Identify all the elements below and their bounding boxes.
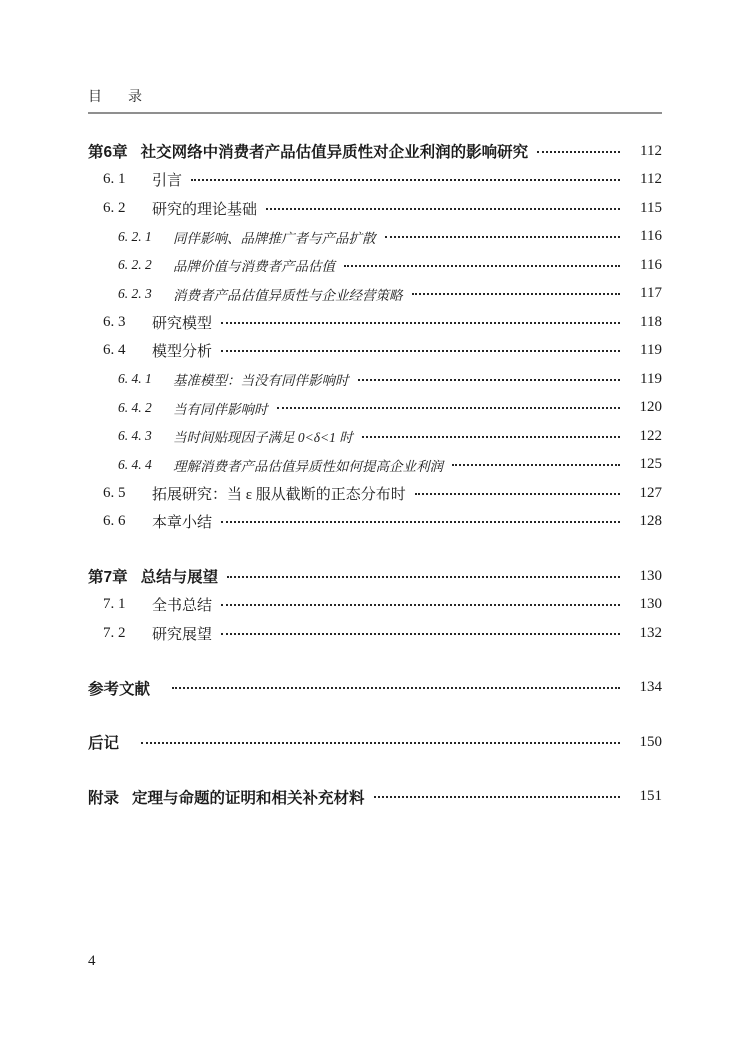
entry-page-number: 112 — [640, 171, 662, 188]
toc-entry-6-4-3 — [88, 422, 662, 451]
toc-entry-chapter-6 — [88, 137, 662, 166]
entry-page-number: 115 — [640, 199, 662, 216]
entry-label: 附录 — [88, 789, 120, 807]
entry-title: 引言 — [152, 173, 183, 190]
entry-page-number: 127 — [639, 484, 662, 501]
entry-page-number: 151 — [639, 788, 662, 805]
toc-entry-references — [88, 674, 662, 703]
entry-page-number: 117 — [640, 285, 662, 302]
entry-page-number: 119 — [640, 342, 662, 359]
dot-leader — [374, 796, 620, 798]
entry-page-number: 125 — [639, 456, 662, 473]
entry-title: 理解消费者产品估值异质性如何提高企业利润 — [173, 458, 443, 474]
entry-page-number: 119 — [640, 370, 662, 387]
dot-leader — [191, 179, 620, 181]
entry-label: 6. 4. 3 — [118, 428, 152, 444]
toc-entry-6-4-4 — [88, 451, 662, 480]
entry-label: 7. 1 — [103, 596, 126, 613]
toc-list — [88, 137, 662, 811]
entry-label: 6. 6 — [103, 513, 126, 530]
entry-label: 6. 2. 1 — [118, 228, 152, 244]
toc-entry-7-2 — [88, 619, 662, 648]
toc-entry-6-3 — [88, 308, 662, 337]
toc-entry-6-4-2 — [88, 394, 662, 423]
entry-label: 第7章 — [88, 569, 128, 587]
entry-title: 研究的理论基础 — [152, 201, 258, 218]
entry-title: 研究模型 — [152, 315, 213, 332]
dot-leader — [358, 379, 621, 381]
section-gap — [88, 702, 662, 728]
entry-label: 6. 2 — [103, 199, 126, 216]
dot-leader — [412, 293, 621, 295]
toc-entry-postscript — [88, 728, 662, 757]
toc-entry-appendix — [88, 783, 662, 812]
dot-leader — [172, 687, 620, 689]
toc-entry-6-2 — [88, 194, 662, 223]
entry-title: 模型分析 — [152, 344, 213, 361]
dot-leader — [537, 151, 620, 153]
toc-entry-6-4-1 — [88, 365, 662, 394]
dot-leader — [227, 576, 620, 578]
dot-leader — [362, 436, 620, 438]
entry-label: 6. 3 — [103, 313, 126, 330]
dot-leader — [221, 350, 620, 352]
section-gap — [88, 757, 662, 783]
entry-label: 参考文献 — [88, 680, 151, 698]
entry-title: 基准模型：当没有同伴影响时 — [173, 373, 349, 389]
entry-page-number: 150 — [639, 733, 662, 750]
entry-label: 6. 4. 2 — [118, 399, 152, 415]
entry-label: 7. 2 — [103, 624, 126, 641]
entry-page-number: 116 — [640, 256, 662, 273]
toc-entry-6-6 — [88, 508, 662, 537]
dot-leader — [266, 208, 620, 210]
entry-label: 6. 4. 1 — [118, 371, 152, 387]
entry-title: 定理与命题的证明和相关补充材料 — [132, 789, 365, 807]
toc-entry-chapter-7 — [88, 562, 662, 591]
entry-label: 后记 — [88, 735, 120, 753]
entry-page-number: 116 — [640, 228, 662, 245]
dot-leader — [221, 322, 620, 324]
toc-entry-6-1 — [88, 166, 662, 195]
entry-page-number: 134 — [639, 679, 662, 696]
entry-title: 拓展研究：当 ε 服从截断的正态分布时 — [152, 486, 406, 503]
toc-entry-6-2-1 — [88, 223, 662, 252]
entry-title: 研究展望 — [152, 626, 213, 643]
entry-label: 第6章 — [88, 144, 128, 162]
entry-title: 品牌价值与消费者产品估值 — [173, 259, 335, 275]
entry-page-number: 118 — [640, 313, 662, 330]
section-gap — [88, 536, 662, 562]
entry-page-number: 130 — [639, 596, 662, 613]
entry-page-number: 128 — [639, 513, 662, 530]
toc-entry-6-2-2 — [88, 251, 662, 280]
entry-title: 消费者产品估值异质性与企业经营策略 — [173, 287, 403, 303]
entry-title: 本章小结 — [152, 515, 213, 532]
dot-leader — [277, 407, 621, 409]
dot-leader — [221, 633, 620, 635]
dot-leader — [221, 604, 620, 606]
toc-entry-6-5 — [88, 479, 662, 508]
header-rule — [88, 112, 662, 114]
entry-label: 6. 1 — [103, 171, 126, 188]
entry-page-number: 112 — [640, 142, 662, 159]
entry-label: 6. 4. 4 — [118, 456, 152, 472]
entry-page-number: 122 — [639, 427, 662, 444]
toc-header-title: 目 录 — [88, 88, 148, 104]
entry-title: 同伴影响、品牌推广者与产品扩散 — [173, 230, 376, 246]
entry-label: 6. 5 — [103, 484, 126, 501]
section-gap — [88, 648, 662, 674]
entry-label: 6. 4 — [103, 342, 126, 359]
toc-entry-6-4 — [88, 337, 662, 366]
entry-title: 当有同伴影响时 — [173, 401, 268, 417]
entry-title: 总结与展望 — [140, 569, 219, 587]
toc-entry-6-2-3 — [88, 280, 662, 309]
entry-label: 6. 2. 2 — [118, 257, 152, 273]
footer-page-number: 4 — [88, 953, 96, 969]
dot-leader — [344, 265, 620, 267]
dot-leader — [452, 464, 620, 466]
toc-entry-7-1 — [88, 591, 662, 620]
entry-page-number: 132 — [639, 624, 662, 641]
entry-title: 全书总结 — [152, 598, 213, 615]
dot-leader — [221, 521, 620, 523]
dot-leader — [385, 236, 621, 238]
entry-label: 6. 2. 3 — [118, 285, 152, 301]
entry-page-number: 120 — [639, 399, 662, 416]
entry-page-number: 130 — [639, 567, 662, 584]
entry-title: 当时间贴现因子满足 0<δ<1 时 — [173, 430, 353, 446]
dot-leader — [415, 493, 620, 495]
entry-title: 社交网络中消费者产品估值异质性对企业利润的影响研究 — [140, 144, 529, 162]
dot-leader — [141, 742, 620, 744]
